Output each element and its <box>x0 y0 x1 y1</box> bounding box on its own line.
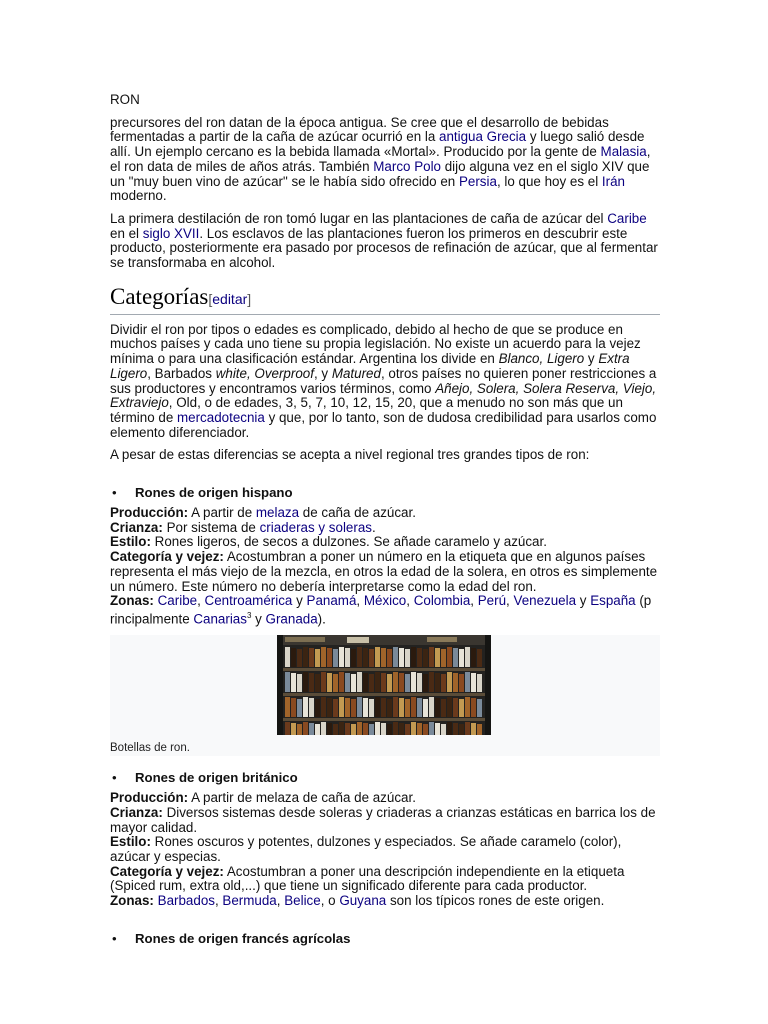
hispano-details: Producción: A partir de melaza de caña de azúcar. Crianza: Por sistema de criaderas y soleras. Estilo: Rones ligeros, de secos a dulzones. Se añade caramelo y azúcar. Categoría y vejez: Acostumbran a poner un número en la etiqueta que en algunos países representa el más viejo de la mezcla, en otros la edad de la solera, en otros es simplemente un número. Este número no debería interpretarse como la edad del ron. Zonas: Caribe, Centroamérica y Panamá, México, Colombia, Perú, Venezuela y España (p rincipalmente Canarias$^3$ y Granada). <box>110 505 658 627</box>
footnote-ref[interactable]: 3 <box>246 610 252 620</box>
bottle-shape <box>339 647 344 667</box>
bottle-shape <box>411 647 416 667</box>
bottle-shape <box>363 723 368 735</box>
bracket: [ <box>208 290 213 307</box>
bottle-shape <box>291 698 296 717</box>
destilacion-paragraph <box>110 212 660 271</box>
link-antigua-grecia[interactable]: antigua Grecia <box>439 129 527 145</box>
bottle-shape <box>285 697 290 717</box>
bottle-shape <box>375 672 380 692</box>
text: y <box>576 593 591 609</box>
text: , o <box>320 893 340 909</box>
bottle-shape <box>429 697 434 717</box>
bottle-shape <box>405 724 410 735</box>
bottle-shape <box>291 673 296 692</box>
bottle-shape <box>285 647 290 667</box>
link-zona[interactable]: Panamá <box>306 593 357 609</box>
bottle-shape <box>369 724 374 735</box>
bottle-shape <box>375 647 380 667</box>
bottle-shape <box>429 722 434 735</box>
term: Añejo, Solera, Solera Reserva, Viejo, Extraviejo <box>110 380 657 411</box>
bottle-shape <box>303 647 308 667</box>
bottle-shape <box>303 722 308 735</box>
bottle-shape <box>453 648 458 667</box>
bottle-shape <box>351 674 356 692</box>
bottle-shape <box>453 723 458 735</box>
link-zona[interactable]: Perú <box>477 593 507 609</box>
bottle-shape <box>441 674 446 692</box>
bottle-shape <box>357 672 362 692</box>
link-zona[interactable]: España <box>590 593 636 609</box>
bullet-heading: Rones de origen francés agrícolas <box>135 930 351 946</box>
bottle-shape <box>315 649 320 667</box>
bottle-shape <box>477 674 482 692</box>
label: Crianza: <box>110 519 163 535</box>
bottle-shape <box>399 673 404 692</box>
bullet-heading: Rones de origen británico <box>135 770 298 786</box>
bottle-shape <box>345 673 350 692</box>
bottle-shape <box>369 674 374 692</box>
term: Blanco, Ligero <box>498 351 585 367</box>
bottle-shape <box>393 697 398 717</box>
bottle-shape <box>453 673 458 692</box>
bottle-shape <box>435 698 440 717</box>
text: , otros países no quieren poner restricciones a sus productores y encontramos varios términos, como <box>110 365 657 396</box>
bottle-shape <box>441 724 446 735</box>
link-caribe[interactable]: Caribe <box>607 210 647 226</box>
bottle-shape <box>351 699 356 717</box>
link-siglo-xvii[interactable]: siglo XVII <box>142 225 200 241</box>
bottle-shape <box>297 649 302 667</box>
bottle-shape <box>381 723 386 735</box>
bullet-frances <box>110 931 660 946</box>
bottle-shape <box>309 673 314 692</box>
bottle-shape <box>363 648 368 667</box>
edit-section <box>208 291 251 307</box>
term: Extra Ligero <box>110 351 630 381</box>
bottle-shape <box>309 698 314 717</box>
label: Producción: <box>110 505 189 521</box>
bottle-shape <box>333 649 338 667</box>
bottle-shape <box>327 648 332 667</box>
bottle-shape <box>399 698 404 717</box>
text: La primera destilación de ron tomó lugar en las plantaciones de caña de azúcar del <box>110 210 608 226</box>
text: A partir de melaza de caña de azúcar. <box>188 790 416 806</box>
bottle-shape <box>465 647 470 667</box>
link-mercadotecnia[interactable]: mercadotecnia <box>177 409 265 425</box>
bullet-heading: Rones de origen hispano <box>135 485 293 501</box>
bottle-shape <box>405 699 410 717</box>
bottle-shape <box>411 697 416 717</box>
bottle-shape <box>453 698 458 717</box>
bottle-shape <box>321 722 326 735</box>
bottle-shape <box>459 699 464 717</box>
link-zona[interactable]: Colombia <box>413 593 471 609</box>
link-zona[interactable]: Guyana <box>339 893 387 909</box>
text: , el ron data de miles de años atrás. También <box>110 144 651 174</box>
bottle-shape <box>381 698 386 717</box>
bottle-shape <box>429 647 434 667</box>
bottle-shape <box>327 698 332 717</box>
link-marco-polo[interactable]: Marco Polo <box>373 158 441 174</box>
bullet-hispano <box>110 485 660 500</box>
text: Rones oscuros y potentes, dulzones y especiados. Se añade caramelo (color), azúcar y especias. <box>110 834 622 864</box>
link-zona[interactable]: Granada <box>265 611 318 627</box>
bottle-shape <box>423 674 428 692</box>
figure-caption: Botellas de ron. <box>110 742 190 755</box>
label: Zonas: <box>110 893 154 909</box>
intro-paragraph <box>110 116 660 204</box>
bottle-shape <box>411 672 416 692</box>
bottle-shape <box>441 649 446 667</box>
bottle-shape <box>423 699 428 717</box>
bottle-shape <box>297 674 302 692</box>
bottle-shape <box>477 699 482 717</box>
bottle-shape <box>411 722 416 735</box>
bottle-shape <box>285 722 290 735</box>
bottle-shape <box>333 724 338 735</box>
link-malasia[interactable]: Malasia <box>600 144 647 160</box>
text: , Old, o de edades, 3, 5, 7, 10, 12, 15, 20, que a menudo no son más que un término de <box>110 395 623 425</box>
text: Diversos sistemas desde soleras y criaderas a crianzas estáticas en barrica los de mayor calidad. <box>110 804 656 835</box>
bottle-shape <box>291 723 296 735</box>
bottle-shape <box>399 648 404 667</box>
text: Acostumbran a poner un número en la etiqueta que en algunos países representa el más viejo de la mezcla, en otros la edad de la solera, en otros es simplemente un número. Este número no debería interpretarse como la edad del ron. <box>110 549 658 594</box>
bottle-shape <box>423 724 428 735</box>
text: moderno. <box>110 188 167 204</box>
link-zona[interactable]: Bermuda <box>222 893 277 909</box>
bottle-shape <box>315 699 320 717</box>
text: (p rincipalmente <box>110 593 652 627</box>
label: Zonas: <box>110 593 154 609</box>
bullet-dot: • <box>112 770 117 786</box>
bottle-shape <box>339 672 344 692</box>
bottle-shape <box>435 723 440 735</box>
text: precursores del ron datan de la época antigua. Se cree que el desarrollo de bebidas fermentadas a partir de la caña de azúcar ocurrió en la <box>110 114 609 145</box>
bottle-shape <box>369 699 374 717</box>
label: Estilo: <box>110 534 151 550</box>
text: y <box>292 593 307 609</box>
link-zona[interactable]: Centroamérica <box>204 593 293 609</box>
bottle-shape <box>321 672 326 692</box>
bottle-shape <box>333 674 338 692</box>
bottle-shape <box>363 673 368 692</box>
bullet-dot: • <box>112 485 117 501</box>
link-persia[interactable]: Persia <box>458 173 497 189</box>
bottle-shape <box>321 697 326 717</box>
bottle-shape <box>471 698 476 717</box>
text: Dividir el ron por tipos o edades es complicado, debido al hecho de que se produce en muchos países y cada uno tiene su propia legislación. No existe un acuerdo para la vejez mínima o para una clasificación estándar. Argentina los divide en <box>110 321 641 367</box>
text: de caña de azúcar. <box>299 505 416 521</box>
bottle-shape <box>423 649 428 667</box>
bottle-shape <box>315 674 320 692</box>
bottle-shape <box>471 673 476 692</box>
bottle-shape <box>435 673 440 692</box>
bottle-shape <box>399 723 404 735</box>
link-zona[interactable]: Venezuela <box>513 593 577 609</box>
bullet-britanico <box>110 770 660 785</box>
bottle-shape <box>417 648 422 667</box>
section-title: Categorías <box>110 283 209 309</box>
label: Crianza: <box>110 804 163 820</box>
text: dijo alguna vez en el siglo XIV que un "muy buen vino de azúcar" se le había sido ofrecido en <box>110 158 650 189</box>
bottle-shape <box>447 672 452 692</box>
text: y <box>251 611 266 627</box>
bottle-shape <box>345 723 350 735</box>
bottle-shape <box>375 722 380 735</box>
rum-bottles-image[interactable] <box>277 635 491 735</box>
term: white, Overproof <box>215 365 314 381</box>
text: Rones ligeros, de secos a dulzones. Se añade caramelo y azúcar. <box>150 534 547 550</box>
bottle-shape <box>363 698 368 717</box>
bottle-shape <box>471 723 476 735</box>
categorias-paragraph <box>110 323 660 441</box>
figure <box>110 635 660 756</box>
label: Producción: <box>110 790 189 806</box>
link-criaderas-soleras[interactable]: criaderas y soleras <box>259 519 372 535</box>
bottle-shape <box>465 722 470 735</box>
bottle-shape <box>405 649 410 667</box>
bracket: ] <box>247 290 252 307</box>
bottle-shape <box>393 647 398 667</box>
bottle-shape <box>309 723 314 735</box>
bottle-shape <box>381 648 386 667</box>
label: Categoría y vejez: <box>110 863 224 879</box>
bottle-shape <box>315 724 320 735</box>
bottle-shape <box>345 648 350 667</box>
bottle-shape <box>369 649 374 667</box>
bottle-shape <box>387 649 392 667</box>
bottle-shape <box>387 699 392 717</box>
page-title: RON <box>110 92 140 107</box>
bottle-shape <box>393 722 398 735</box>
bottle-shape <box>447 647 452 667</box>
bottle-shape <box>375 697 380 717</box>
bottle-shape <box>387 724 392 735</box>
text: y luego salió desde allí. Un ejemplo cercano es la bebida llamada «Mortal». Producido por la gente de <box>110 129 645 160</box>
bottle-shape <box>297 699 302 717</box>
link-zona[interactable]: Canarias <box>193 611 247 627</box>
bottle-shape <box>447 697 452 717</box>
bottle-shape <box>357 722 362 735</box>
bottle-shape <box>291 648 296 667</box>
edit-link[interactable]: editar <box>212 290 248 307</box>
link-zona[interactable]: México <box>363 593 407 609</box>
bottle-shape <box>309 648 314 667</box>
acepta-paragraph: A pesar de estas diferencias se acepta a nivel regional tres grandes tipos de ron: <box>110 447 590 463</box>
bottle-shape <box>393 672 398 692</box>
link-zona[interactable]: Barbados <box>157 893 215 909</box>
bottle-shape <box>429 672 434 692</box>
text: Por sistema de <box>162 519 260 535</box>
article <box>110 90 660 946</box>
bottle-shape <box>465 697 470 717</box>
bottle-shape <box>459 649 464 667</box>
text: . <box>371 519 376 535</box>
bottle-shape <box>459 674 464 692</box>
bottle-shape <box>339 697 344 717</box>
bottle-shape <box>297 724 302 735</box>
text: ). <box>317 611 326 627</box>
britanico-details: Producción: A partir de melaza de caña de azúcar. Crianza: Diversos sistemas desde soleras y criaderas a crianzas estáticas en barrica los de mayor calidad. Estilo: Rones oscuros y potentes, dulzones y especiados. Se añade caramelo (color), azúcar y especias. Categoría y vejez: Acostumbran a poner una descripción independiente en la etiqueta (Spiced rum, extra old,...) que tiene un significado diferente para cada productor. Zonas: Barbados, Bermuda, Belice, o Guyana son los típicos rones de este origen. <box>110 790 656 909</box>
bottle-shape <box>303 697 308 717</box>
bullet-dot: • <box>112 930 117 946</box>
bottle-shape <box>351 649 356 667</box>
bottle-shape <box>357 647 362 667</box>
bottle-shape <box>285 672 290 692</box>
bottle-shape <box>471 648 476 667</box>
bottle-shape <box>327 723 332 735</box>
bottle-shape <box>387 674 392 692</box>
bottle-shape <box>477 649 482 667</box>
bottle-shape <box>441 699 446 717</box>
link-zona[interactable]: Caribe <box>157 593 198 609</box>
bottle-shape <box>321 647 326 667</box>
bottle-shape <box>303 672 308 692</box>
bottle-shape <box>351 724 356 735</box>
text: A partir de <box>188 505 256 521</box>
text: Acostumbran a poner una descripción independiente en la etiqueta (Spiced rum, extra old,...) que tiene un significado diferente para cada productor. <box>110 863 625 894</box>
text: , Barbados <box>147 365 216 381</box>
text: son los típicos rones de este origen. <box>386 893 605 909</box>
bottle-shape <box>405 674 410 692</box>
bottle-shape <box>477 724 482 735</box>
bottle-shape <box>459 724 464 735</box>
bottle-shape <box>417 673 422 692</box>
bottle-shape <box>345 698 350 717</box>
text: , lo que hoy es el <box>496 173 602 189</box>
label: Categoría y vejez: <box>110 549 224 565</box>
text: en el <box>110 225 143 241</box>
bottle-shape <box>465 672 470 692</box>
bottle-shape <box>417 723 422 735</box>
bottle-shape <box>339 722 344 735</box>
label: Estilo: <box>110 834 151 850</box>
bottle-shape <box>333 699 338 717</box>
term: Matured <box>331 365 381 381</box>
bottle-shape <box>417 698 422 717</box>
link-iran[interactable]: Irán <box>601 173 625 189</box>
text: y que, por lo tanto, son de dudosa credibilidad para usarlos como elemento diferenciador. <box>110 409 657 440</box>
text: . Los esclavos de las plantaciones fueron los primeros en descubrir este producto, posteriormente era pasado por procesos de refinación de azúcar, que al fermentar se transformaba en alcohol. <box>110 225 658 271</box>
bottle-shape <box>381 673 386 692</box>
text: y <box>584 351 599 367</box>
section-heading-categorias <box>110 283 660 315</box>
link-melaza[interactable]: melaza <box>255 505 300 521</box>
link-zona[interactable]: Belice <box>284 893 321 909</box>
bottle-shape <box>447 722 452 735</box>
bottle-shape <box>357 697 362 717</box>
text: , y <box>313 365 332 381</box>
bottle-shape <box>327 673 332 692</box>
bottle-shape <box>435 648 440 667</box>
